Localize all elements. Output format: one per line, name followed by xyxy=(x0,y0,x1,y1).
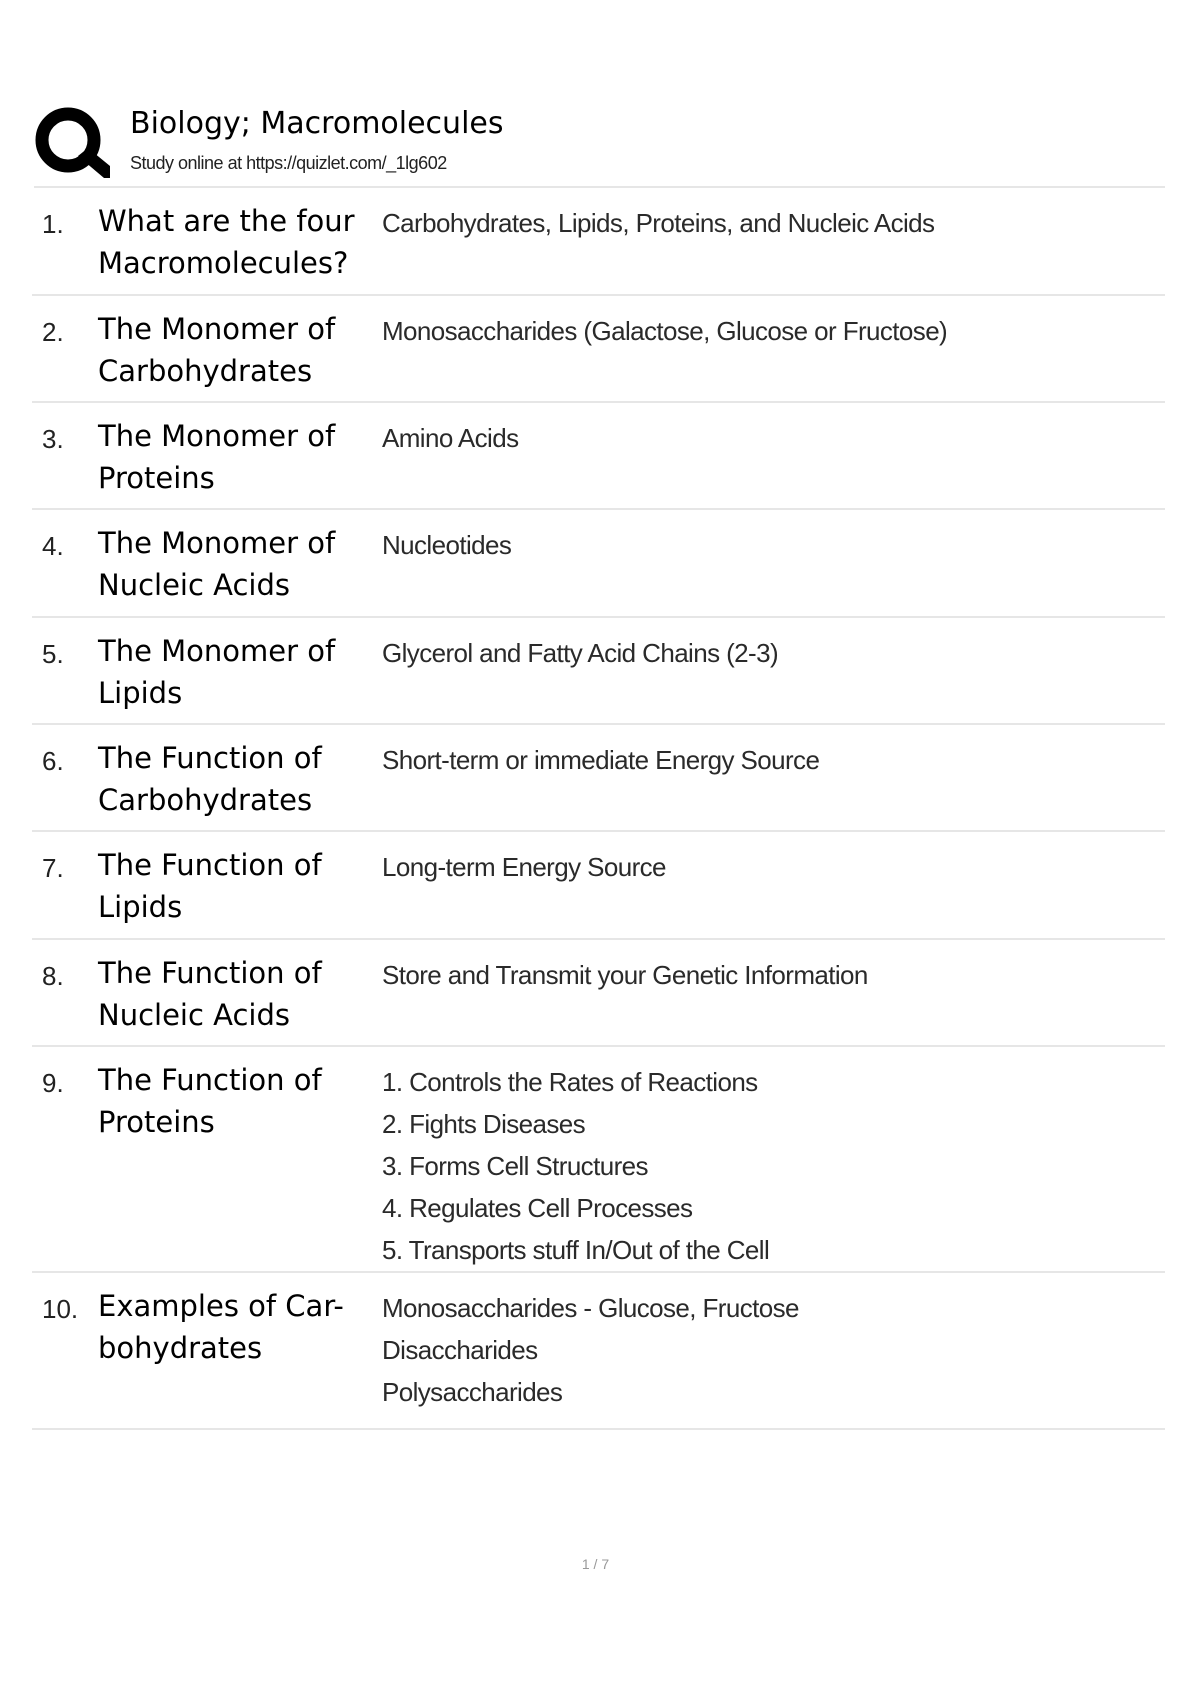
flashcard-row xyxy=(32,618,1165,725)
definition-line: Short-term or immediate Energy Source xyxy=(382,745,820,775)
card-number: 8. xyxy=(42,961,64,991)
definition-line: Glycerol and Fatty Acid Chains (2-3) xyxy=(382,638,779,668)
card-number: 4. xyxy=(42,531,64,561)
flashcard-row xyxy=(32,510,1165,618)
definition-line: Disaccharides xyxy=(382,1335,538,1365)
page-title: Biology; Macromolecules xyxy=(130,106,504,141)
card-number: 6. xyxy=(42,746,64,776)
card-definition xyxy=(382,310,1152,352)
definition-line: Monosaccharides (Galactose, Glucose or Fructose) xyxy=(382,316,948,346)
definition-line: Monosaccharides - Glucose, Fructose xyxy=(382,1293,799,1323)
card-term: The Monomer of Carbohydrates xyxy=(98,312,336,388)
flashcard-row xyxy=(32,725,1165,832)
card-term: The Function of Carbohydrates xyxy=(98,741,322,817)
card-number: 10. xyxy=(42,1294,79,1324)
flashcard-list xyxy=(32,188,1165,1430)
flashcard-row xyxy=(32,296,1165,403)
card-number: 3. xyxy=(42,424,64,454)
definition-line: Long-term Energy Source xyxy=(382,852,666,882)
flashcard-row xyxy=(32,403,1165,510)
card-definition xyxy=(382,954,1152,996)
flashcard-row xyxy=(32,188,1165,296)
card-definition xyxy=(382,524,1152,566)
card-definition xyxy=(382,632,1152,674)
card-definition xyxy=(382,1061,1152,1271)
card-definition xyxy=(382,417,1152,459)
card-definition xyxy=(382,846,1152,888)
definition-line: Amino Acids xyxy=(382,423,519,453)
card-number: 9. xyxy=(42,1068,64,1098)
card-number: 5. xyxy=(42,639,64,669)
card-term: What are the four Macromolecules? xyxy=(98,204,355,280)
flashcard-row xyxy=(32,1273,1165,1430)
definition-line: Carbohydrates, Lipids, Proteins, and Nucleic Acids xyxy=(382,208,935,238)
definition-line: 4. Regulates Cell Processes xyxy=(382,1193,693,1223)
definition-line: 5. Transports stuff In/Out of the Cell xyxy=(382,1235,770,1265)
document-header xyxy=(34,100,1165,188)
definition-line: Nucleotides xyxy=(382,530,512,560)
card-term: The Monomer of Proteins xyxy=(98,419,336,495)
card-number: 1. xyxy=(42,209,64,239)
card-definition xyxy=(382,1287,1152,1413)
card-term: The Function of Proteins xyxy=(98,1063,322,1139)
definition-line: 2. Fights Diseases xyxy=(382,1109,586,1139)
definition-line: 1. Controls the Rates of Reactions xyxy=(382,1067,758,1097)
card-term: The Monomer of Lipids xyxy=(98,634,336,710)
flashcard-row xyxy=(32,940,1165,1047)
definition-line: 3. Forms Cell Structures xyxy=(382,1151,648,1181)
card-definition xyxy=(382,739,1152,781)
card-term: The Function of Lipids xyxy=(98,848,322,924)
definition-line: Store and Transmit your Genetic Information xyxy=(382,960,868,990)
quizlet-q-logo-icon xyxy=(34,104,110,180)
flashcard-row xyxy=(32,1047,1165,1273)
definition-line: Polysaccharides xyxy=(382,1377,563,1407)
card-term: Examples of Car-bohydrates xyxy=(98,1289,344,1365)
card-number: 2. xyxy=(42,317,64,347)
study-online-link[interactable]: Study online at https://quizlet.com/_1lg602 xyxy=(130,153,447,173)
page-indicator: 1 / 7 xyxy=(581,1556,610,1572)
card-term: The Function of Nucleic Acids xyxy=(98,956,322,1032)
card-term: The Monomer of Nucleic Acids xyxy=(98,526,336,602)
flashcard-row xyxy=(32,832,1165,940)
card-number: 7. xyxy=(42,853,64,883)
card-definition xyxy=(382,202,1152,244)
